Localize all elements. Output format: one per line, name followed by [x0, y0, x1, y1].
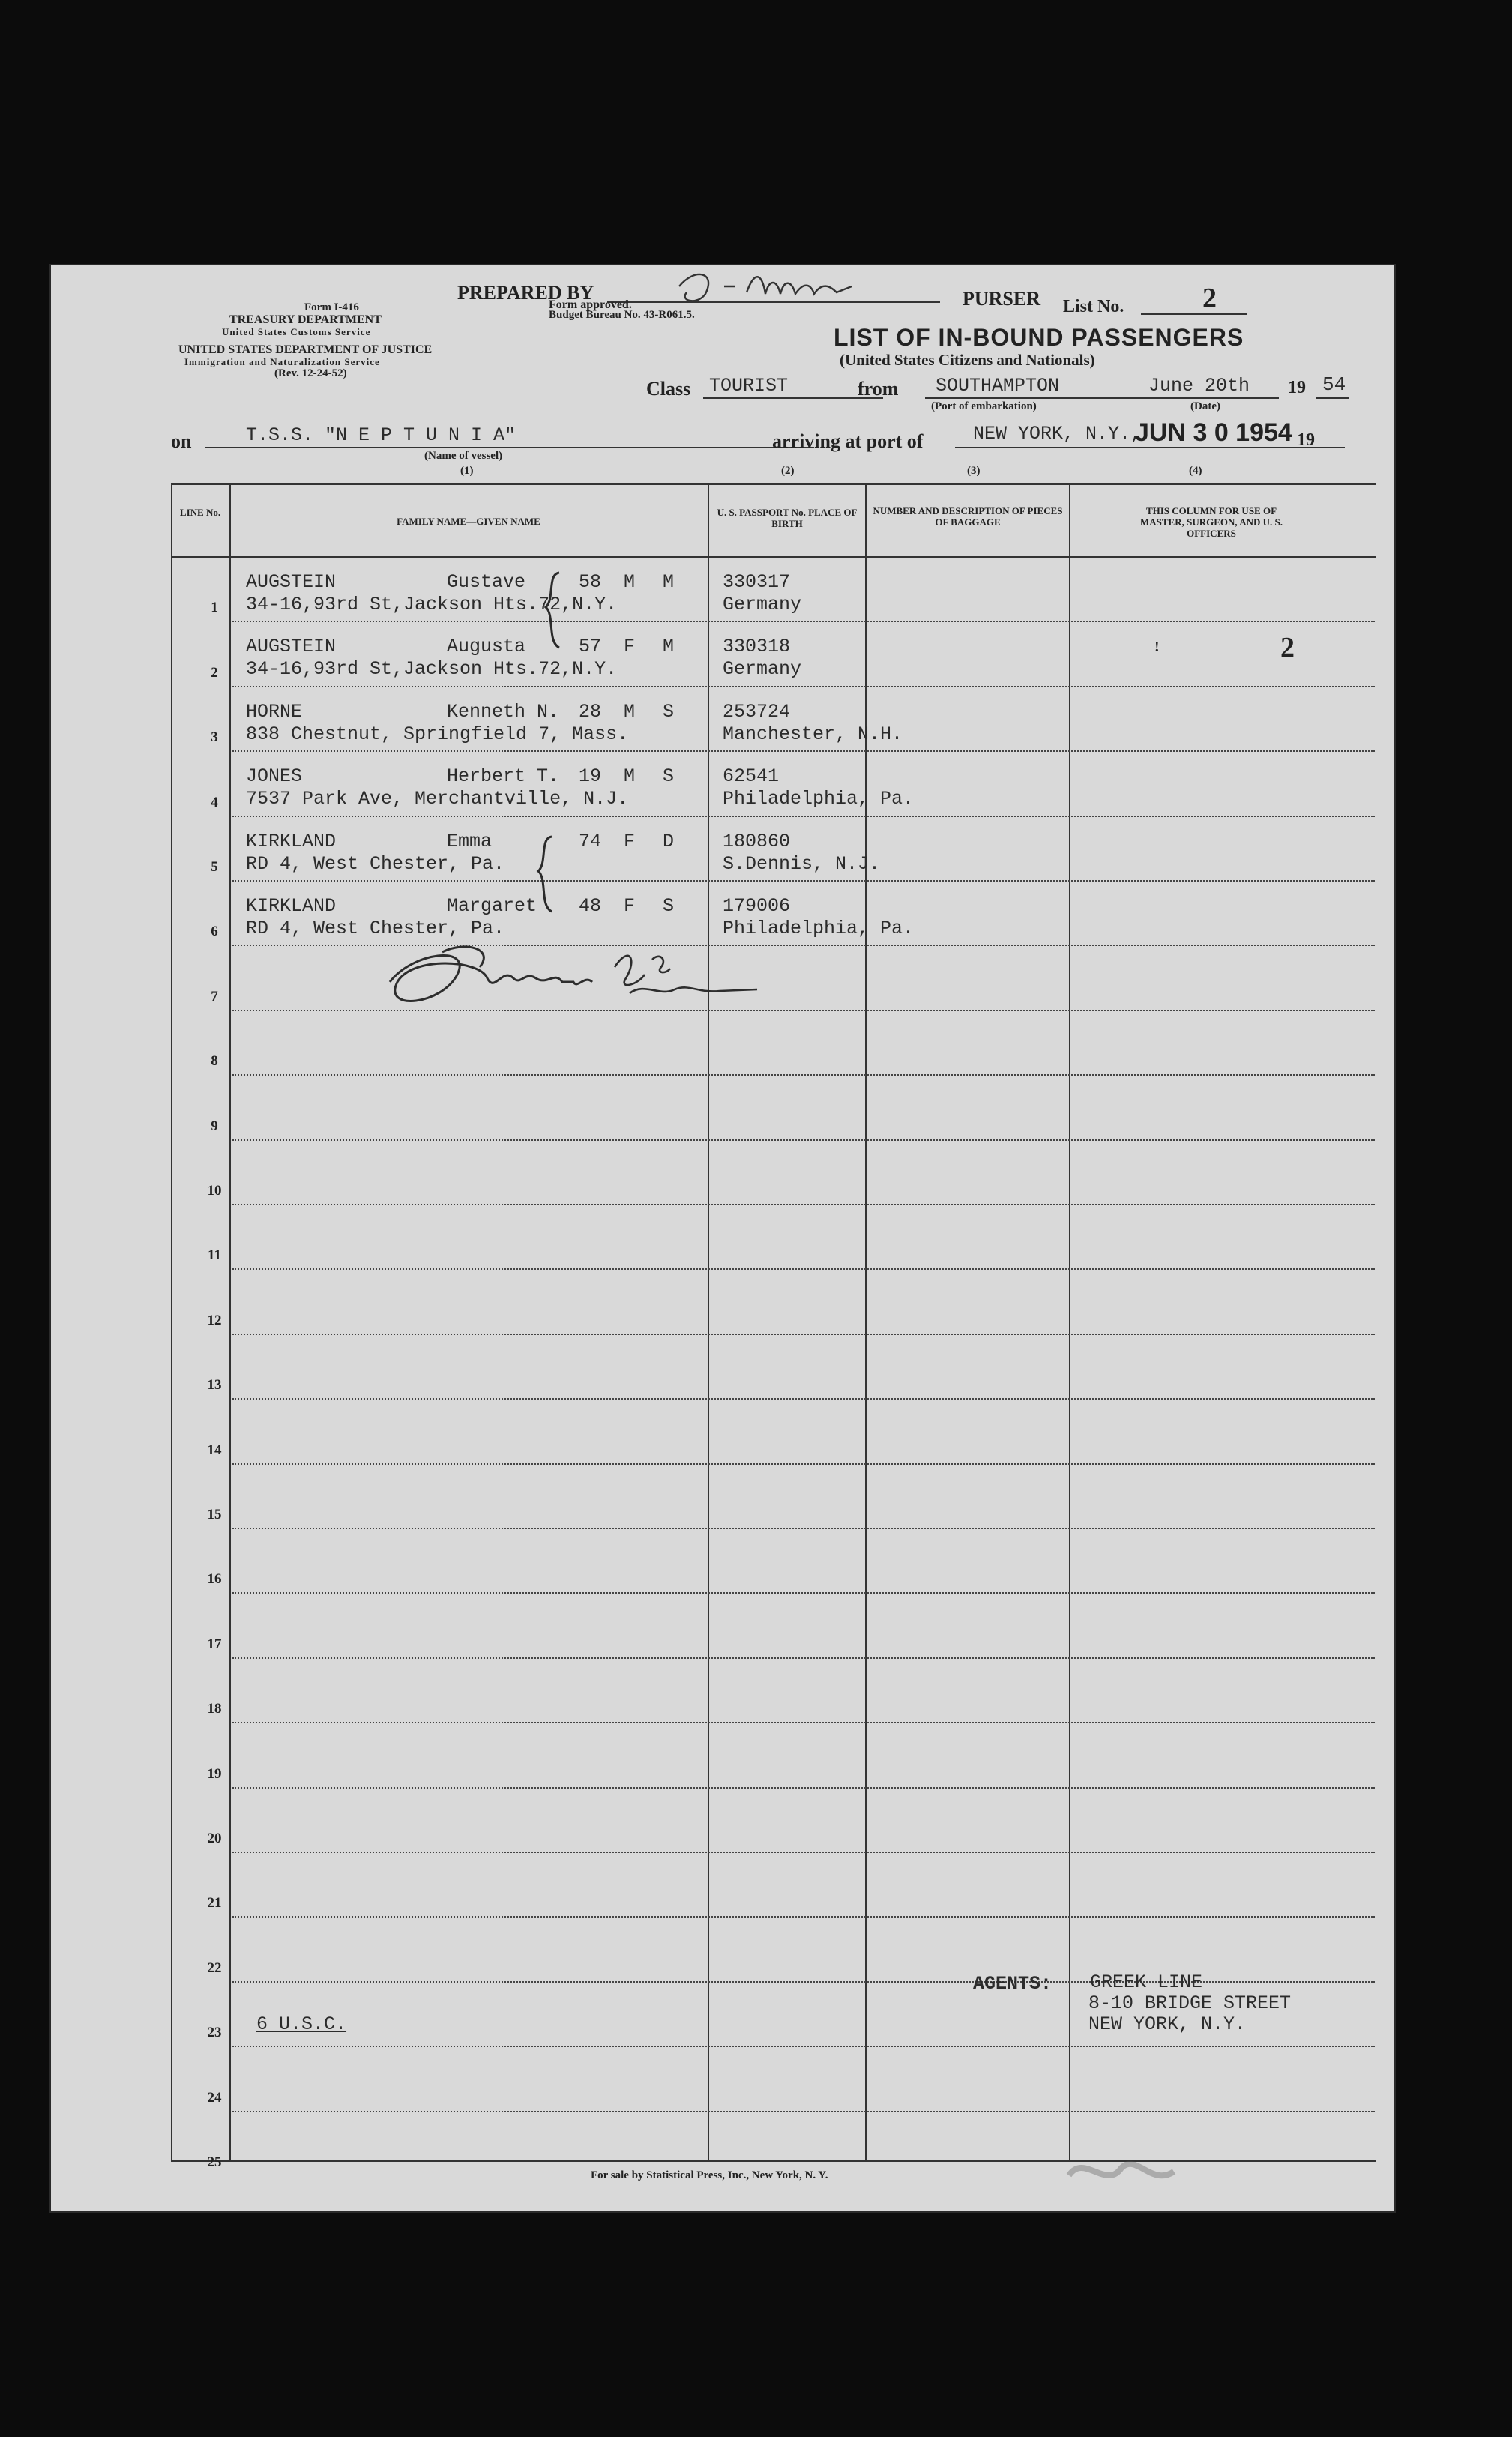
line-number: 14 — [207, 1442, 222, 1458]
line-number: 11 — [208, 1247, 221, 1263]
col-border-officers — [1069, 483, 1070, 2162]
row-rule — [232, 2046, 1375, 2047]
given-name: Gustave — [447, 571, 526, 593]
form-subtitle: (United States Citizens and Nationals) — [840, 351, 1095, 369]
agents-line1: GREEK LINE — [1090, 1971, 1203, 1993]
revision: (Rev. 12-24-52) — [274, 367, 347, 379]
line-number: 9 — [211, 1118, 218, 1134]
marital-status: D — [663, 831, 675, 852]
sex: M — [624, 571, 636, 593]
place-of-birth: Philadelphia, Pa. — [723, 788, 915, 810]
customs-service: United States Customs Service — [222, 326, 371, 337]
given-name: Herbert T. — [447, 765, 560, 787]
sex: F — [624, 831, 636, 852]
row-rule — [232, 1787, 1375, 1789]
passport-number: 330318 — [723, 636, 791, 657]
given-name: Kenneth N. — [447, 701, 560, 723]
family-name: HORNE — [246, 701, 303, 723]
row-rule — [232, 1334, 1375, 1335]
line-number: 8 — [211, 1053, 218, 1069]
vessel-col-number: (1) — [460, 465, 474, 477]
treasury-dept: TREASURY DEPARTMENT — [229, 313, 382, 326]
agents-label: AGENTS: — [973, 1973, 1052, 1995]
inspector-signature — [367, 937, 787, 1019]
row-rule — [232, 1592, 1375, 1594]
marital-status: M — [663, 571, 675, 593]
place-of-birth: Manchester, N.H. — [723, 723, 903, 745]
budget-bureau: Budget Bureau No. 43-R061.5. — [549, 309, 695, 321]
ink-smudge — [1061, 2145, 1181, 2198]
row-rule — [232, 1981, 1375, 1983]
family-brace-augstein — [538, 570, 568, 652]
col-border-passport — [708, 483, 709, 2162]
printer-footer: For sale by Statistical Press, Inc., New York, N. Y. — [591, 2169, 828, 2181]
row-rule — [232, 1657, 1375, 1659]
port-suffix: 19 — [1297, 430, 1315, 450]
row-rule — [232, 1852, 1375, 1853]
line-number: 22 — [207, 1960, 222, 1976]
purser-signature — [664, 264, 904, 309]
manifest-page — [49, 264, 1396, 2213]
vessel-value: T.S.S. "N E P T U N I A" — [246, 424, 516, 446]
age: 48 — [579, 895, 602, 917]
col-header-baggage: NUMBER AND DESCRIPTION OF PIECES OF BAGGAGE — [873, 505, 1063, 528]
date-caption: (Date) — [1190, 400, 1220, 412]
from-value: SOUTHAMPTON — [936, 375, 1060, 397]
line-number: 7 — [211, 989, 218, 1004]
line-number: 19 — [207, 1766, 222, 1782]
family-name: JONES — [246, 765, 303, 787]
agents-line3: NEW YORK, N.Y. — [1088, 2013, 1247, 2035]
row-rule — [232, 816, 1375, 817]
date-value: June 20th — [1148, 375, 1250, 397]
row-rule — [232, 1204, 1375, 1205]
col-border-line — [171, 483, 172, 2162]
line-number: 6 — [211, 924, 218, 939]
family-name: KIRKLAND — [246, 831, 337, 852]
sex: M — [624, 701, 636, 723]
vessel-caption: (Name of vessel) — [424, 450, 503, 462]
usc-note: 6 U.S.C. — [256, 2013, 347, 2035]
form-number: Form I-416 — [304, 301, 359, 313]
family-name: AUGSTEIN — [246, 571, 337, 593]
arriving-col-number: (2) — [781, 465, 795, 477]
age: 74 — [579, 831, 602, 852]
prepared-by-label: PREPARED BY — [457, 282, 594, 304]
address: 34-16,93rd St,Jackson Hts.72,N.Y. — [246, 658, 618, 680]
given-name: Emma — [447, 831, 493, 852]
on-label: on — [171, 430, 192, 452]
place-of-birth: Germany — [723, 658, 802, 680]
row-rule — [232, 1268, 1375, 1270]
marital-status: S — [663, 895, 675, 917]
sex: F — [624, 895, 636, 917]
row-rule — [232, 2111, 1375, 2112]
row-rule — [232, 1139, 1375, 1141]
list-no-value: 2 — [1202, 283, 1217, 314]
justice-dept: UNITED STATES DEPARTMENT OF JUSTICE — [178, 343, 433, 356]
line-number: 12 — [207, 1313, 222, 1328]
date-col-number: (4) — [1189, 465, 1202, 477]
col-header-officers: THIS COLUMN FOR USE OF MASTER, SURGEON, AND U. S. OFFICERS — [1140, 505, 1283, 539]
port-embark-caption: (Port of embarkation) — [931, 400, 1037, 412]
passport-number: 180860 — [723, 831, 791, 852]
age: 28 — [579, 701, 602, 723]
row-rule — [232, 1398, 1375, 1400]
line-number: 2 — [211, 665, 218, 681]
place-of-birth: Germany — [723, 594, 802, 615]
ins-service: Immigration and Naturalization Service — [184, 356, 380, 367]
place-of-birth: Philadelphia, Pa. — [723, 918, 915, 939]
row-rule — [232, 1722, 1375, 1723]
col-header-name: FAMILY NAME—GIVEN NAME — [397, 516, 540, 527]
marital-status: S — [663, 701, 675, 723]
class-label: Class — [646, 378, 691, 400]
row-rule — [232, 1463, 1375, 1465]
year-line — [1316, 397, 1349, 399]
row-rule — [232, 1074, 1375, 1076]
row-rule — [232, 686, 1375, 687]
line-number: 15 — [207, 1507, 222, 1522]
line-number: 5 — [211, 859, 218, 875]
col-header-passport: U. S. PASSPORT No. PLACE OF BIRTH — [717, 507, 858, 529]
address: RD 4, West Chester, Pa. — [246, 918, 505, 939]
purser-label: PURSER — [963, 288, 1041, 310]
row-rule — [232, 750, 1375, 752]
col-header-line: LINE No. — [179, 507, 221, 518]
class-value: TOURIST — [709, 375, 789, 397]
table-top-border — [171, 483, 1376, 485]
line-number: 18 — [207, 1701, 222, 1717]
year-value: 54 — [1322, 373, 1346, 396]
line-number: 20 — [207, 1831, 222, 1846]
row-rule — [232, 1916, 1375, 1918]
arriving-label: arriving at port of — [772, 430, 924, 452]
from-line — [925, 397, 1147, 399]
line-number: 23 — [207, 2025, 222, 2040]
family-brace-kirkland — [531, 834, 561, 916]
family-name: KIRKLAND — [246, 895, 337, 917]
from-label: from — [858, 378, 899, 400]
age: 58 — [579, 571, 602, 593]
vessel-line — [205, 447, 814, 448]
arrival-stamp-date: JUN 3 0 1954 — [1135, 418, 1292, 447]
marital-status: M — [663, 636, 675, 657]
age: 57 — [579, 636, 602, 657]
officer-mark: 2 — [1280, 632, 1295, 663]
list-no-label: List No. — [1063, 297, 1124, 316]
passport-number: 330317 — [723, 571, 791, 593]
line-number: 10 — [207, 1183, 222, 1199]
year-prefix: 19 — [1288, 378, 1306, 397]
line-number: 4 — [211, 795, 218, 810]
passport-number: 179006 — [723, 895, 791, 917]
sex: M — [624, 765, 636, 787]
address: RD 4, West Chester, Pa. — [246, 853, 505, 875]
date-line — [1129, 397, 1279, 399]
passport-number: 253724 — [723, 701, 791, 723]
row-rule — [232, 621, 1375, 622]
port-col-number: (3) — [967, 465, 981, 477]
line-number: 25 — [207, 2154, 222, 2170]
passport-number: 62541 — [723, 765, 780, 787]
line-number: 3 — [211, 729, 218, 745]
row-rule — [232, 880, 1375, 882]
marital-status: S — [663, 765, 675, 787]
officer-tick: ! — [1154, 639, 1160, 655]
given-name: Augusta — [447, 636, 526, 657]
line-number: 13 — [207, 1377, 222, 1393]
agents-line2: 8-10 BRIDGE STREET — [1088, 1992, 1292, 2014]
list-no-line — [1141, 313, 1247, 315]
line-number: 24 — [207, 2090, 222, 2106]
table-bottom-border — [171, 2160, 1376, 2162]
address: 838 Chestnut, Springfield 7, Mass. — [246, 723, 629, 745]
line-number: 1 — [211, 600, 218, 615]
family-name: AUGSTEIN — [246, 636, 337, 657]
class-line — [703, 397, 883, 399]
form-title: LIST OF IN-BOUND PASSENGERS — [834, 324, 1244, 351]
sex: F — [624, 636, 636, 657]
line-number: 16 — [207, 1571, 222, 1587]
place-of-birth: S.Dennis, N.J. — [723, 853, 881, 875]
table-header-bottom — [171, 556, 1376, 558]
form-approved: Form approved. — [549, 298, 632, 311]
given-name: Margaret — [447, 895, 537, 917]
address: 7537 Park Ave, Merchantville, N.J. — [246, 788, 629, 810]
line-number: 17 — [207, 1636, 222, 1652]
line-number: 21 — [207, 1895, 222, 1911]
age: 19 — [579, 765, 602, 787]
port-value: NEW YORK, N.Y., — [973, 423, 1142, 445]
row-rule — [232, 1528, 1375, 1529]
address: 34-16,93rd St,Jackson Hts.72,N.Y. — [246, 594, 618, 615]
port-line — [955, 447, 1345, 448]
